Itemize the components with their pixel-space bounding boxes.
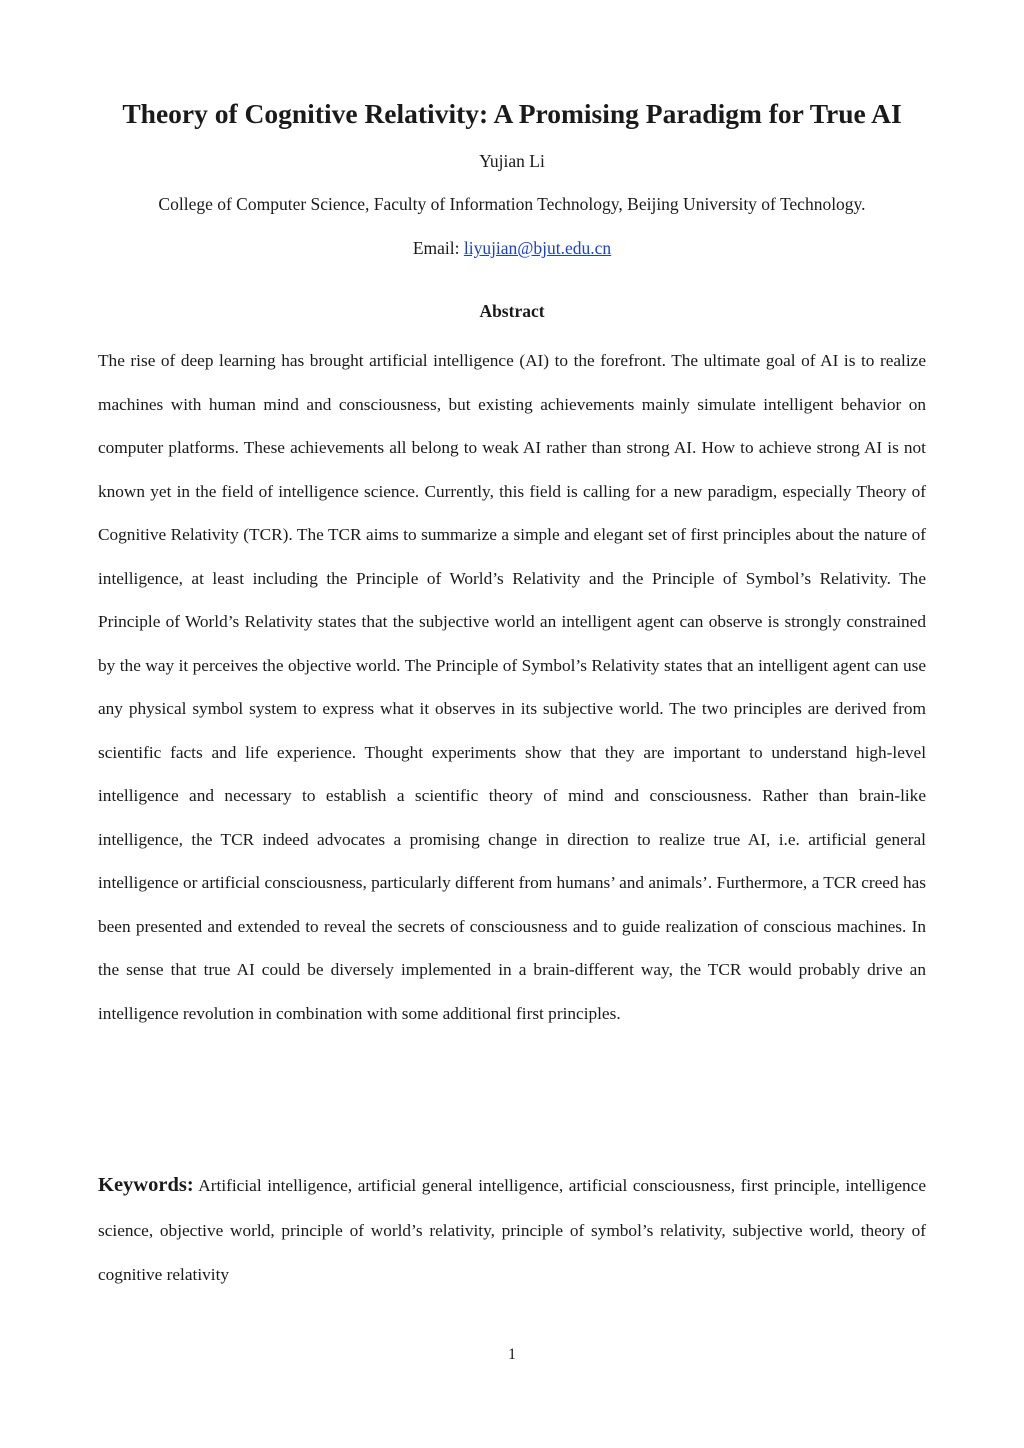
keywords-text: Artificial intelligence, artificial general intelligence, artificial consciousness, first principle, intelligence science, objective world, principle of world’s relativity, principle of symbol’s relativity, subjective world, theory of cognitive relativity (98, 1176, 926, 1284)
author-affiliation: College of Computer Science, Faculty of Information Technology, Beijing University of Technology. (158, 194, 866, 214)
author-name: Yujian Li (479, 151, 545, 171)
keywords-label: Keywords: (98, 1174, 194, 1196)
page-number: 1 (508, 1346, 516, 1363)
paper-title: Theory of Cognitive Relativity: A Promising Paradigm for True AI (122, 98, 902, 129)
email-line (0, 236, 1024, 260)
email-label: Email: (412, 238, 464, 258)
abstract-heading: Abstract (479, 301, 545, 321)
email-link[interactable]: liyujian@bjut.edu.cn (463, 238, 612, 258)
abstract-text: The rise of deep learning has brought artificial intelligence (AI) to the forefront. The ultimate goal of AI is to realize machines with human mind and consciousness, but existing achievements mainly simulate intelligent behavior on computer platforms. These achievements all belong to weak AI rather than strong AI. How to achieve strong AI is not known yet in the field of intelligence science. Currently, this field is calling for a new paradigm, especially Theory of Cognitive Relativity (TCR). The TCR aims to summarize a simple and elegant set of first principles about the nature of intelligence, at least including the Principle of World’s Relativity and the Principle of Symbol’s Relativity. The Principle of World’s Relativity states that the subjective world an intelligent agent can observe is strongly constrained by the way it perceives the objective world. The Principle of Symbol’s Relativity states that an intelligent agent can use any physical symbol system to express what it observes in its subjective world. The two principles are derived from scientific facts and life experience. Thought experiments show that they are important to understand high-level intelligence and necessary to establish a scientific theory of mind and consciousness. Rather than brain-like intelligence, the TCR indeed advocates a promising change in direction to realize true AI, i.e. artificial general intelligence or artificial consciousness, particularly different from humans’ and animals’. Furthermore, a TCR creed has been presented and extended to reveal the secrets of consciousness and to guide realization of conscious machines. In the sense that true AI could be diversely implemented in a brain-different way, the TCR would probably drive an intelligence revolution in combination with some additional first principles. (98, 351, 926, 1023)
keywords-section (98, 1163, 926, 1298)
